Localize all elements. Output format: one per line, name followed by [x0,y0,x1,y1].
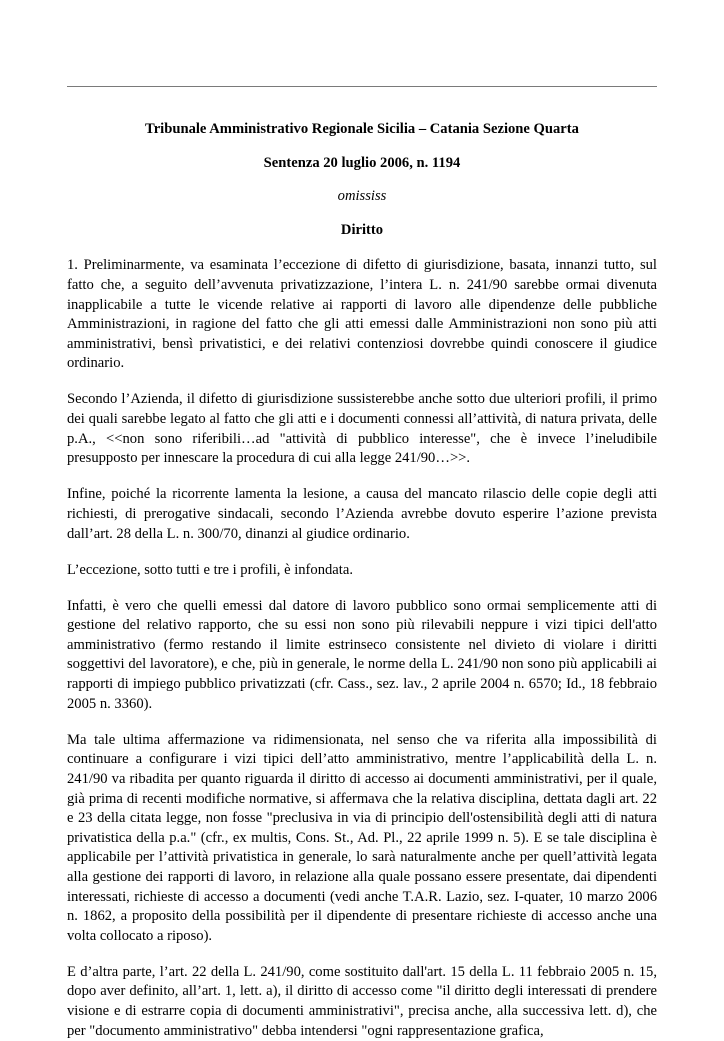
paragraph-2: Secondo l’Azienda, il difetto di giurisdizione sussisterebbe anche sotto due ulteriori profili, il primo dei quali sarebbe legato al fatto che gli atti e i documenti connessi all’attività, di natura privata, delle p.A., <<non sono riferibili…ad "attività di pubblico interesse", che è invece l’ineludibile presupposto per innescare la procedura di cui alla legge 241/90…>>. [67,391,657,467]
omissis-note: omississ [337,188,387,205]
paragraph-4: L’eccezione, sotto tutti e tre i profili, è infondata. [67,561,353,578]
header-rule [67,86,657,87]
paragraph-6: Ma tale ultima affermazione va ridimensionata, nel senso che va riferita alla impossibilità di continuare a configurare i vizi tipici dell’atto amministrativo, mentre l’applicabilità della L. n. 241/90 va ribadita per quanto riguarda il diritto di accesso ai documenti amministrativi, per il quale, già prima di recenti modifiche normative, si affermava che la relativa disciplina, dettata dagli art. 22 e 23 della citata legge, non fosse "preclusiva in via di principio dell'ostensibilità degli atti di natura privatistica della p.a." (cfr., ex multis, Cons. St., Ad. Pl., 22 aprile 1999 n. 5). E se tale disciplina è applicabile per l’attività privatistica in generale, lo sarà naturalmente anche per quell’attività legata alla gestione dei rapporti di lavoro, in relazione alla quale possano essere presentate, dai dipendenti interessati, richieste di accesso a documenti (vedi anche T.A.R. Lazio, sez. I-quater, 10 marzo 2006 n. 1862, a proposito della possibilità per il dipendente di presentare richieste di accesso anche una volta collocato a riposo). [67,731,657,944]
sentence-heading: Sentenza 20 luglio 2006, n. 1194 [263,154,461,171]
paragraph-3: Infine, poiché la ricorrente lamenta la lesione, a causa del mancato rilascio delle copie degli atti richiesti, di prerogative sindacali, secondo l’Azienda avrebbe dovuto esperire l’azione prevista dall’art. 28 della L. n. 300/70, dinanzi al giudice ordinario. [67,486,657,542]
paragraph-5: Infatti, è vero che quelli emessi dal datore di lavoro pubblico sono ormai semplicemente atti di gestione del relativo rapporto, che su essi non sono più rilevabili neppure i vizi tipici dell'atto amministrativo (fermo restando il limite estrinseco consistente nel divieto di violare i diritti soggettivi del lavoratore), e che, più in generale, le norme della L. 241/90 non sono più applicabili ai rapporti di impiego pubblico privatizzati (cfr. Cass., sez. lav., 2 aprile 2004 n. 6570; Id., 18 febbraio 2005 n. 3360). [67,597,657,712]
document-body [67,120,657,1041]
section-title: Diritto [340,221,384,238]
court-heading: Tribunale Amministrativo Regionale Sicilia – Catania Sezione Quarta [145,121,579,137]
paragraph-1: 1. Preliminarmente, va esaminata l’eccezione di difetto di giurisdizione, basata, innanzi tutto, sul fatto che, a seguito dell’avvenuta privatizzazione, l’intera L. n. 241/90 sarebbe ormai divenuta inapplicabile a tutte le vicende relative ai rapporti di lavoro alle dipendenze delle pubbliche Amministrazioni, in ragione del fatto che gli atti emessi dalle Amministrazioni non sono più atti amministrativi, bensì privatistici, e dei relativi contenziosi dovrebbe quindi conoscere il giudice ordinario. [67,257,657,372]
paragraph-7: E d’altra parte, l’art. 22 della L. 241/90, come sostituito dall'art. 15 della L. 11 febbraio 2005 n. 15, dopo aver definito, all’art. 1, lett. a), il diritto di accesso come "il diritto degli interessati di prendere visione e di estrarre copia di documenti amministrativi", precisa anche, alla successiva lett. d), che per "documento amministrativo" debba intendersi "ogni rappresentazione grafica, [67,963,657,1039]
